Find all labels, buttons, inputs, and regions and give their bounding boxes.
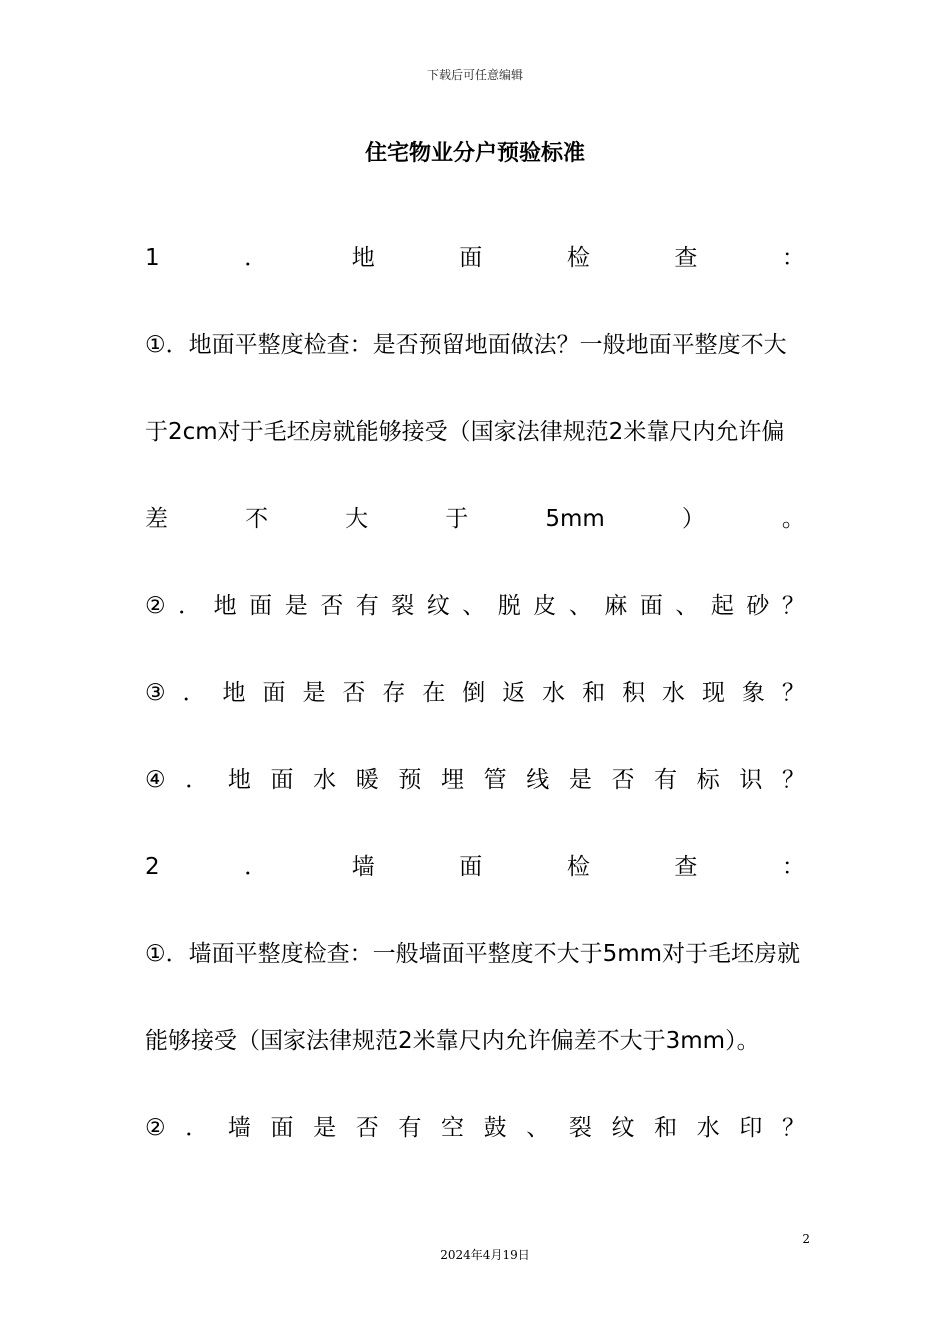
text-run: 面	[249, 593, 273, 619]
text-run: 。	[781, 506, 805, 532]
text-run: 积	[622, 680, 646, 706]
text-run: 预	[398, 767, 422, 793]
text-run: ②	[145, 593, 166, 619]
text-run: ．	[244, 854, 268, 880]
body-line-5	[145, 591, 805, 621]
text-run: ．	[185, 767, 209, 793]
text-run: ．	[178, 593, 202, 619]
text-run: 检	[566, 854, 590, 880]
text-run: 暖	[355, 767, 379, 793]
text-run: 、	[526, 1115, 550, 1141]
text-run: 地	[222, 680, 246, 706]
text-run: 否	[611, 767, 635, 793]
text-run: 线	[526, 767, 550, 793]
body-line-1	[145, 243, 805, 273]
text-run: 皮	[533, 593, 557, 619]
text-run: 、	[675, 593, 699, 619]
text-run: 否	[342, 680, 366, 706]
text-run: 5mm	[545, 506, 605, 532]
document-title: 住宅物业分户预验标准	[364, 141, 585, 166]
body-line-9: ①．墙面平整度检查：一般墙面平整度不大于5mm对于毛坯房就	[145, 941, 801, 967]
body-line-8	[145, 852, 805, 882]
body-line-11	[145, 1113, 805, 1143]
text-run: 墙	[351, 854, 375, 880]
body-line-10: 能够接受（国家法律规范2米靠尺内允许偏差不大于3mm）。	[145, 1028, 760, 1054]
text-run: 墙	[227, 1115, 251, 1141]
text-run: 是	[313, 1115, 337, 1141]
text-run: ：	[781, 854, 805, 880]
text-run: ？	[781, 680, 805, 706]
text-run: ．	[182, 680, 206, 706]
text-run: ：	[781, 245, 805, 271]
text-run: ？	[781, 593, 805, 619]
text-run: ？	[782, 767, 805, 793]
text-run: 是	[302, 680, 326, 706]
text-run: 查	[674, 854, 698, 880]
text-run: 识	[739, 767, 763, 793]
text-run: 大	[345, 506, 369, 532]
text-run: 管	[483, 767, 507, 793]
text-run: ②	[145, 1115, 166, 1141]
text-run: 地	[213, 593, 237, 619]
page-header-note: 下载后可任意编辑	[426, 68, 523, 82]
text-run: 面	[270, 1115, 294, 1141]
text-run: ）	[681, 506, 705, 532]
text-run: 水	[696, 1115, 720, 1141]
text-run: 印	[739, 1115, 763, 1141]
text-run: 裂	[391, 593, 415, 619]
text-run: 否	[320, 593, 344, 619]
text-run: 地	[227, 767, 251, 793]
text-run: 面	[459, 245, 483, 271]
text-run: 有	[654, 767, 678, 793]
text-run: 埋	[441, 767, 464, 793]
text-run: 存	[382, 680, 406, 706]
text-run: 否	[355, 1115, 379, 1141]
text-run: 返	[502, 680, 526, 706]
text-run: 检	[566, 245, 590, 271]
text-run: 麻	[604, 593, 628, 619]
text-run: 于	[445, 506, 469, 532]
text-run: 、	[568, 593, 592, 619]
text-run: 有	[398, 1115, 422, 1141]
text-run: 和	[654, 1115, 678, 1141]
text-run: 纹	[611, 1115, 635, 1141]
text-run: 、	[462, 593, 486, 619]
text-run: 水	[662, 680, 686, 706]
body-line-7	[145, 765, 805, 795]
text-run: 不	[245, 506, 269, 532]
text-run: ．	[185, 1115, 209, 1141]
body-line-3: 于2cm对于毛坯房就能够接受（国家法律规范2米靠尺内允许偏	[145, 419, 785, 445]
text-run: 1	[145, 245, 160, 271]
text-run: 在	[422, 680, 446, 706]
text-run: 起	[710, 593, 734, 619]
footer-date: 2024年4月19日	[440, 1248, 530, 1262]
text-run: 面	[459, 854, 483, 880]
text-run: 现	[701, 680, 725, 706]
text-run: 倒	[462, 680, 486, 706]
text-run: 面	[639, 593, 663, 619]
text-run: ④	[145, 767, 166, 793]
text-run: 面	[262, 680, 286, 706]
text-run: 查	[674, 245, 698, 271]
text-run: 标	[696, 767, 720, 793]
text-run: 有	[355, 593, 379, 619]
text-run: ．	[244, 245, 268, 271]
text-run: 纹	[426, 593, 450, 619]
text-run: 空	[441, 1115, 464, 1141]
text-run: 面	[270, 767, 294, 793]
text-run: 差	[145, 506, 168, 532]
text-run: 鼓	[483, 1115, 507, 1141]
text-run: 象	[741, 680, 765, 706]
text-run: 砂	[746, 593, 770, 619]
text-run: 脱	[497, 593, 521, 619]
text-run: 是	[568, 767, 592, 793]
page-number: 2	[802, 1232, 810, 1246]
body-line-4	[145, 504, 805, 534]
text-run: ？	[782, 1115, 805, 1141]
text-run: ③	[145, 680, 166, 706]
text-run: 和	[582, 680, 606, 706]
body-line-2: ①．地面平整度检查：是否预留地面做法？一般地面平整度不大	[145, 332, 787, 358]
text-run: 是	[284, 593, 308, 619]
text-run: 地	[351, 245, 375, 271]
text-run: 水	[313, 767, 337, 793]
text-run: 裂	[568, 1115, 592, 1141]
body-line-6	[145, 678, 805, 708]
text-run: 水	[542, 680, 566, 706]
text-run: 2	[145, 854, 160, 880]
